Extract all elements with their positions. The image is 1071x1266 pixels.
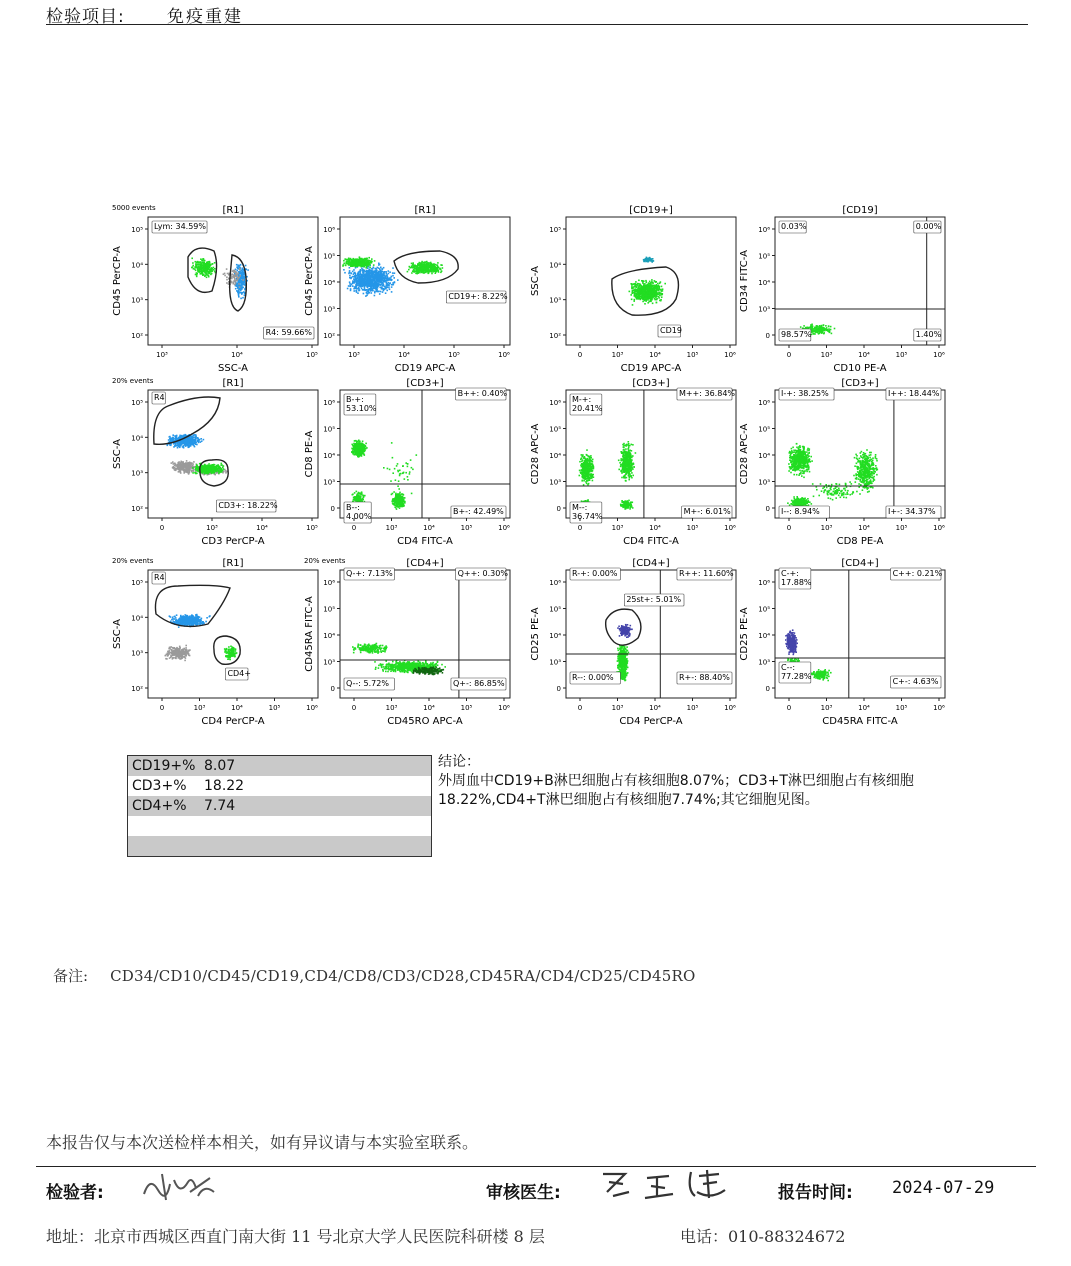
table-row	[128, 776, 431, 796]
x-tick-label: 10⁶	[306, 704, 318, 712]
y-axis-label: CD25 PE-A	[530, 607, 541, 661]
x-axis-label: CD45RA FITC-A	[822, 716, 898, 727]
y-tick-label: 10⁵	[131, 226, 143, 234]
x-tick-label: 10⁴	[423, 704, 435, 712]
x-tick-label: 0	[577, 524, 583, 532]
x-tick-label: 10⁴	[649, 704, 661, 712]
gate-percentage-label: Lym: 34.59%	[154, 222, 206, 231]
y-tick-label: 10³	[758, 658, 770, 667]
y-tick-label: 10⁴	[131, 614, 143, 623]
x-axis-label: SSC-A	[218, 363, 248, 374]
y-axis-label: CD45 PerCP-A	[112, 246, 123, 316]
x-tick-label: 10⁶	[498, 351, 510, 359]
y-tick-label: 10⁴	[549, 452, 561, 460]
y-axis-label: CD28 APC-A	[530, 423, 541, 485]
y-tick-label: 10³	[131, 296, 143, 305]
y-tick-label: 10²	[549, 332, 561, 340]
x-tick-label: 10⁶	[933, 704, 945, 712]
y-tick-label: 10³	[323, 658, 335, 667]
row-value: 8.07	[204, 758, 236, 774]
gate-percentage-label: 98.57%	[781, 330, 812, 339]
x-axis-label: CD4 FITC-A	[623, 536, 679, 547]
x-tick-label: 10³	[385, 524, 398, 532]
plot-title: [CD4+]	[406, 558, 444, 569]
flow-plot	[735, 554, 967, 730]
flow-plot	[526, 374, 758, 550]
y-tick-label: 10³	[549, 296, 561, 305]
gate-percentage-label: CD3+: 18.22%	[218, 501, 278, 510]
y-tick-label: 0	[330, 505, 335, 513]
plot-frame	[148, 390, 318, 518]
y-tick-label: 10⁶	[549, 399, 561, 407]
x-tick-label: 10⁵	[306, 524, 318, 532]
y-tick-label: 10⁵	[131, 579, 143, 587]
y-axis-label: CD25 PE-A	[739, 607, 750, 661]
x-tick-label: 10⁴	[398, 351, 410, 359]
gate-percentage-label: I-+: 38.25%	[781, 389, 829, 398]
y-tick-label: 10⁶	[758, 399, 770, 407]
plot-frame	[775, 217, 945, 345]
x-tick-label: 10³	[611, 351, 624, 359]
x-tick-label: 10⁴	[423, 524, 435, 532]
plot-events-note: 5000 events	[112, 204, 156, 212]
gate-percentage-label: R4	[154, 393, 165, 402]
x-tick-label: 10⁶	[933, 351, 945, 359]
gate-percentage-label: M+-: 6.01%	[683, 507, 731, 516]
y-tick-label: 0	[556, 505, 561, 513]
reviewer-signature	[595, 1166, 735, 1206]
plot-title: [CD3+]	[841, 378, 879, 389]
gate-percentage-label: CD19+: 8.22%	[448, 292, 508, 301]
inspector-label: 检验者:	[46, 1183, 104, 1203]
x-tick-label: 0	[786, 524, 792, 532]
table-row	[128, 796, 431, 816]
y-tick-label: 0	[556, 685, 561, 693]
conclusion-heading: 结论：	[438, 754, 480, 770]
gate-percentage-label: R4: 59.66%	[265, 328, 312, 337]
x-tick-label: 10⁴	[649, 351, 661, 359]
y-axis-label: SSC-A	[530, 266, 541, 296]
gate-percentage-label: 36.74%	[572, 512, 603, 521]
y-tick-label: 0	[765, 332, 770, 340]
flow-plot	[526, 201, 758, 377]
report-date: 2024-07-29	[892, 1178, 995, 1198]
x-tick-label: 10³	[156, 351, 168, 359]
plot-title: [CD4+]	[841, 558, 879, 569]
disclaimer: 本报告仅与本次送检样本相关，如有异议请与本实验室联系。	[46, 1133, 479, 1152]
y-tick-label: 10⁴	[549, 261, 561, 270]
y-axis-label: CD28 APC-A	[739, 423, 750, 485]
x-tick-label: 10⁵	[686, 704, 699, 712]
plot-title: [CD3+]	[406, 378, 444, 389]
x-axis-label: CD8 PE-A	[836, 536, 884, 547]
gate-percentage-label: 25st+: 5.01%	[626, 595, 682, 604]
x-tick-label: 10³	[193, 704, 206, 712]
x-tick-label: 10⁵	[895, 524, 908, 532]
x-tick-label: 10³	[611, 524, 624, 532]
x-tick-label: 10⁶	[724, 704, 736, 712]
gate-percentage-label: 4.00%	[346, 512, 372, 521]
x-tick-label: 0	[351, 524, 357, 532]
plot-title: [R1]	[414, 205, 436, 216]
plot-frame	[566, 217, 736, 345]
gate-percentage-label: 1.40%	[915, 330, 942, 339]
plot-title: [CD19]	[842, 205, 878, 216]
y-axis-label: CD34 FITC-A	[739, 249, 750, 313]
x-tick-label: 0	[159, 704, 165, 712]
plot-events-note: 20% events	[112, 557, 154, 565]
gate-percentage-label: C--:	[781, 663, 796, 672]
x-axis-label: CD19 APC-A	[394, 363, 456, 374]
x-tick-label: 10³	[348, 351, 360, 359]
y-tick-label: 0	[765, 505, 770, 513]
gate-percentage-label: I--: 8.94%	[781, 507, 820, 516]
header-divider	[46, 24, 1028, 25]
row-value: 18.22	[204, 778, 245, 794]
row-key: CD4+%	[132, 798, 187, 814]
y-tick-label: 10⁵	[323, 425, 335, 434]
x-tick-label: 10⁴	[231, 704, 243, 712]
gate-percentage-label: B--:	[346, 503, 360, 512]
plot-title: [R1]	[222, 205, 244, 216]
gate-percentage-label: R-+: 0.00%	[572, 569, 618, 578]
y-tick-label: 10⁴	[323, 632, 335, 640]
x-tick-label: 10⁵	[686, 524, 699, 532]
x-tick-label: 10³	[820, 704, 833, 712]
gate-percentage-label: 53.10%	[346, 404, 377, 413]
y-axis-label: SSC-A	[112, 439, 123, 469]
gate-percentage-label: 0.00%	[915, 222, 942, 231]
x-tick-label: 0	[786, 704, 792, 712]
header-label: 检验项目:	[46, 7, 125, 27]
y-tick-label: 10⁵	[323, 252, 335, 261]
row-key: CD19+%	[132, 758, 196, 774]
x-tick-label: 10⁵	[460, 524, 473, 532]
y-tick-label: 10⁵	[549, 425, 561, 434]
x-tick-label: 10⁴	[858, 524, 870, 532]
header-value: 免疫重建	[167, 7, 243, 27]
gate-percentage-label: R++: 11.60%	[678, 569, 734, 578]
gate-percentage-label: M++: 36.84%	[678, 389, 736, 398]
gate-percentage-label: M--:	[572, 503, 588, 512]
y-tick-label: 10⁶	[323, 226, 335, 234]
x-tick-label: 10⁴	[858, 351, 870, 359]
footer-divider	[36, 1166, 1036, 1167]
y-tick-label: 0	[765, 685, 770, 693]
y-tick-label: 10²	[323, 332, 335, 340]
gate-percentage-label: I+-: 34.37%	[887, 507, 936, 516]
gate-percentage-label: R--: 0.00%	[572, 673, 614, 682]
gate-percentage-label: B+-: 42.49%	[452, 507, 504, 516]
y-axis-label: CD8 PE-A	[304, 430, 315, 478]
plot-title: [R1]	[222, 378, 244, 389]
flow-plot	[735, 201, 967, 377]
y-tick-label: 10³	[758, 305, 770, 314]
y-tick-label: 10⁴	[131, 434, 143, 443]
x-tick-label: 0	[577, 351, 583, 359]
x-tick-label: 0	[351, 704, 357, 712]
y-tick-label: 10⁴	[758, 279, 770, 287]
plot-title: [CD19+]	[629, 205, 673, 216]
x-axis-label: CD10 PE-A	[833, 363, 887, 374]
flow-plot	[735, 374, 967, 550]
gate-percentage-label: M-+:	[572, 395, 592, 404]
x-axis-label: CD4 PerCP-A	[619, 716, 683, 727]
y-tick-label: 10⁵	[549, 226, 561, 234]
x-tick-label: 10⁵	[895, 704, 908, 712]
x-tick-label: 0	[159, 524, 165, 532]
y-tick-label: 10³	[758, 478, 770, 487]
reviewer-label: 审核医生:	[486, 1183, 561, 1203]
plot-events-note: 20% events	[112, 377, 154, 385]
y-axis-label: CD45 PerCP-A	[304, 246, 315, 316]
y-tick-label: 10²	[131, 505, 143, 513]
gate-percentage-label: Q--: 5.72%	[346, 679, 389, 688]
x-tick-label: 10³	[206, 524, 218, 532]
y-tick-label: 10⁶	[549, 579, 561, 587]
flow-plot	[300, 374, 532, 550]
x-tick-label: 10⁵	[895, 351, 908, 359]
row-key: CD3+%	[132, 778, 187, 794]
y-tick-label: 10⁵	[758, 605, 770, 614]
gate-percentage-label: I++: 18.44%	[887, 389, 940, 398]
inspector-signature	[140, 1170, 220, 1206]
x-axis-label: CD4 PerCP-A	[201, 716, 265, 727]
x-tick-label: 10⁵	[686, 351, 699, 359]
x-tick-label: 10⁵	[306, 351, 318, 359]
row-value: 7.74	[204, 798, 236, 814]
table-row	[128, 816, 431, 836]
x-tick-label: 10⁵	[460, 704, 473, 712]
plot-title: [R1]	[222, 558, 244, 569]
x-tick-label: 0	[786, 351, 792, 359]
y-tick-label: 10³	[323, 305, 335, 314]
y-tick-label: 10²	[131, 332, 143, 340]
gate-percentage-label: Q+-: 86.85%	[452, 679, 505, 688]
gate-percentage-label: Q++: 0.30%	[457, 569, 508, 578]
y-tick-label: 10⁶	[758, 579, 770, 587]
notes-label: 备注:	[53, 967, 89, 985]
x-tick-label: 10³	[611, 704, 624, 712]
gate-percentage-label: 0.03%	[781, 222, 807, 231]
y-tick-label: 10⁴	[323, 279, 335, 287]
address: 地址：北京市西城区西直门南大街 11 号北京大学人民医院科研楼 8 层	[46, 1227, 545, 1246]
y-tick-label: 10⁵	[758, 425, 770, 434]
gate-percentage-label: C++: 0.21%	[892, 569, 943, 578]
plot-frame	[148, 217, 318, 345]
y-tick-label: 10⁵	[323, 605, 335, 614]
x-tick-label: 10⁵	[448, 351, 460, 359]
x-tick-label: 10⁴	[231, 351, 243, 359]
y-tick-label: 0	[330, 685, 335, 693]
gate-percentage-label: C+-: 4.63%	[892, 677, 939, 686]
conclusion	[438, 753, 943, 810]
table-row	[128, 756, 431, 776]
plot-title: [CD3+]	[632, 378, 670, 389]
y-tick-label: 10⁴	[131, 261, 143, 270]
x-tick-label: 10⁴	[858, 704, 870, 712]
y-tick-label: 10⁴	[323, 452, 335, 460]
y-tick-label: 10³	[549, 658, 561, 667]
phone: 电话：010-88324672	[680, 1227, 846, 1246]
x-tick-label: 10³	[820, 524, 833, 532]
y-tick-label: 10²	[131, 685, 143, 693]
results-table	[127, 755, 432, 857]
x-tick-label: 10⁶	[933, 524, 945, 532]
x-axis-label: CD3 PerCP-A	[201, 536, 265, 547]
y-tick-label: 10⁴	[758, 452, 770, 460]
gate-percentage-label: Q-+: 7.13%	[346, 569, 393, 578]
notes	[53, 965, 696, 986]
y-tick-label: 10⁴	[758, 632, 770, 640]
gate-percentage-label: R4	[154, 573, 165, 582]
y-tick-label: 10⁵	[758, 252, 770, 261]
plot-title: [CD4+]	[632, 558, 670, 569]
gate-percentage-label: 20.41%	[572, 404, 603, 413]
gate-percentage-label: CD4+	[227, 669, 251, 678]
x-axis-label: CD19 APC-A	[620, 363, 682, 374]
gate-percentage-label: B++: 0.40%	[457, 389, 508, 398]
y-axis-label: SSC-A	[112, 619, 123, 649]
y-tick-label: 10⁶	[323, 399, 335, 407]
conclusion-text: 外周血中CD19+B淋巴细胞占有核细胞8.07%；CD3+T淋巴细胞占有核细胞18.22%,CD4+T淋巴细胞占有核细胞7.74%;其它细胞见图。	[438, 773, 914, 808]
y-tick-label: 10³	[131, 469, 143, 478]
x-tick-label: 10³	[385, 704, 398, 712]
y-tick-label: 10⁶	[323, 579, 335, 587]
y-tick-label: 10⁶	[758, 226, 770, 234]
x-axis-label: CD4 FITC-A	[397, 536, 453, 547]
y-tick-label: 10³	[131, 649, 143, 658]
x-tick-label: 10⁶	[498, 524, 510, 532]
x-tick-label: 10⁶	[724, 524, 736, 532]
y-axis-label: CD45RA FITC-A	[304, 596, 315, 672]
x-tick-label: 10⁵	[268, 704, 281, 712]
x-tick-label: 10⁶	[724, 351, 736, 359]
x-tick-label: 0	[577, 704, 583, 712]
plot-events-note: 20% events	[304, 557, 346, 565]
x-tick-label: 10⁶	[498, 704, 510, 712]
gate-percentage-label: 17.88%	[781, 578, 812, 587]
x-tick-label: 10³	[820, 351, 833, 359]
report-time-label: 报告时间:	[778, 1183, 853, 1203]
y-tick-label: 10⁵	[131, 399, 143, 407]
gate-percentage-label: C-+:	[781, 569, 799, 578]
gate-percentage-label: 77.28%	[781, 672, 812, 681]
y-tick-label: 10³	[549, 478, 561, 487]
gate-percentage-label: R+-: 88.40%	[678, 673, 730, 682]
flow-plot	[300, 554, 532, 730]
x-tick-label: 10⁴	[649, 524, 661, 532]
x-axis-label: CD45RO APC-A	[387, 716, 463, 727]
gate-percentage-label: CD19	[660, 326, 682, 335]
y-tick-label: 10⁴	[549, 632, 561, 640]
x-tick-label: 10⁴	[256, 524, 268, 532]
gate-percentage-label: B-+:	[346, 395, 364, 404]
y-tick-label: 10⁵	[549, 605, 561, 614]
table-row	[128, 836, 431, 856]
flow-plot	[526, 554, 758, 730]
notes-value: CD34/CD10/CD45/CD19,CD4/CD8/CD3/CD28,CD45RA/CD4/CD25/CD45RO	[110, 967, 696, 985]
flow-plot	[300, 201, 532, 377]
y-tick-label: 10³	[323, 478, 335, 487]
